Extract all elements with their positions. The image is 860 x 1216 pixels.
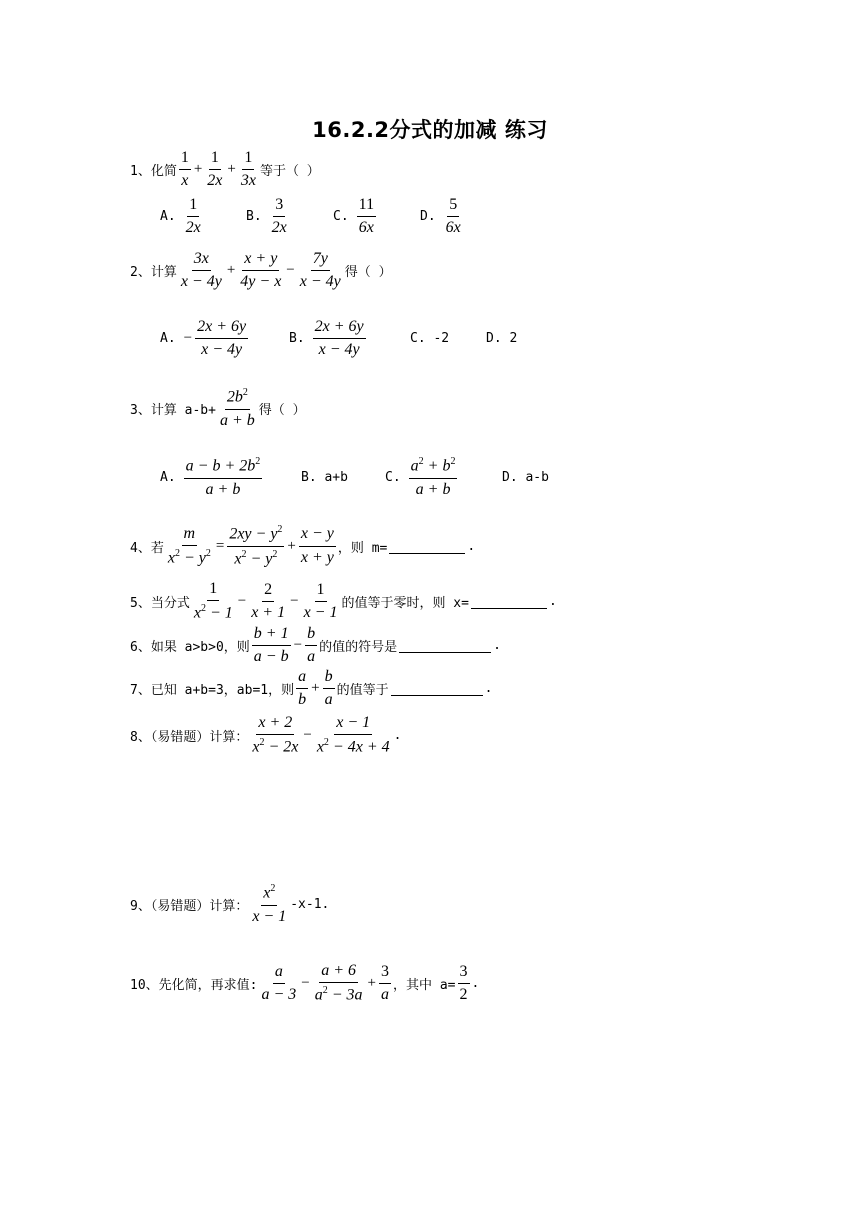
q2-option-a: A. − $\frac{2x + 6y}{x - 4y}$	[160, 318, 247, 359]
answer-blank[interactable]	[399, 638, 491, 653]
question-2: 2、计算 $\frac{3x}{x - 4y}$ + $\frac{x + y}{4y - x}$ − $\frac{7y}{x - 4y}$ 得（ ）	[130, 250, 392, 291]
fraction: $\frac{1}{2x}$	[207, 149, 223, 190]
question-5: 5、当分式 $\frac{1}{x^2 - 1}$ − $\frac{2}{x + 1}$ − $\frac{1}{x - 1}$ 的值等于零时，则 x= .	[130, 580, 557, 622]
question-4: 4、若 $\frac{m}{x^2 - y^2}$ = $\frac{2xy - y^2}{x^2 - y^2}$ + $\frac{x - y}{x + y}$ ，则 m= .	[130, 524, 476, 568]
q3-option-b: B. a+b	[301, 470, 348, 485]
fraction: $\frac{1}{3x}$	[240, 149, 256, 190]
question-7: 7、已知 a+b=3，ab=1，则 $\frac{a}{b}$ + $\frac{b}{a}$ 的值等于 .	[130, 668, 493, 709]
q1-option-d: D. $\frac{5}{6x}$	[420, 196, 461, 237]
q1-option-c: C. $\frac{11}{6x}$	[333, 196, 375, 237]
question-9: 9、（易错题）计算： $\frac{x^2}{x - 1}$ -x-1.	[130, 883, 330, 925]
q1-option-b: B. $\frac{3}{2x}$	[246, 196, 287, 237]
q3-option-d: D. a-b	[502, 470, 549, 485]
answer-blank[interactable]	[389, 539, 465, 554]
page-title: 16.2.2分式的加减 练习	[312, 118, 548, 142]
answer-blank[interactable]	[391, 681, 483, 696]
answer-blank[interactable]	[471, 594, 547, 609]
fraction: $\frac{1}{x}$	[180, 149, 189, 190]
question-6: 6、如果 a>b>0，则 $\frac{b + 1}{a - b}$ − $\frac{b}{a}$ 的值的符号是 .	[130, 625, 501, 666]
q2-option-c: C. -2	[410, 331, 450, 346]
q2-option-d: D. 2	[486, 331, 518, 346]
q1-option-a: A. $\frac{1}{2x}$	[160, 196, 201, 237]
question-3: 3、计算 a-b+ $\frac{2b^2}{a + b}$ 得（ ）	[130, 387, 306, 429]
question-1: 1、化简 $\frac{1}{x}$ + $\frac{1}{2x}$ + $\frac{1}{3x}$ 等于（ ）	[130, 149, 320, 190]
question-8: 8、（易错题）计算： $\frac{x + 2}{x^2 - 2x}$ − $\frac{x - 1}{x^2 - 4x + 4}$ .	[130, 714, 402, 756]
question-10: 10、先化简，再求值: $\frac{a}{a - 3}$ − $\frac{a + 6}{a^2 - 3a}$ + $\frac{3}{a}$ ，其中 a= $\frac{3}{2}$ .	[130, 962, 480, 1004]
q2-option-b: B. $\frac{2x + 6y}{x - 4y}$	[289, 318, 364, 359]
q3-option-a: A. $\frac{a - b + 2b^2}{a + b}$	[160, 456, 261, 498]
q3-option-c: C. $\frac{a^2 + b^2}{a + b}$	[385, 456, 456, 498]
